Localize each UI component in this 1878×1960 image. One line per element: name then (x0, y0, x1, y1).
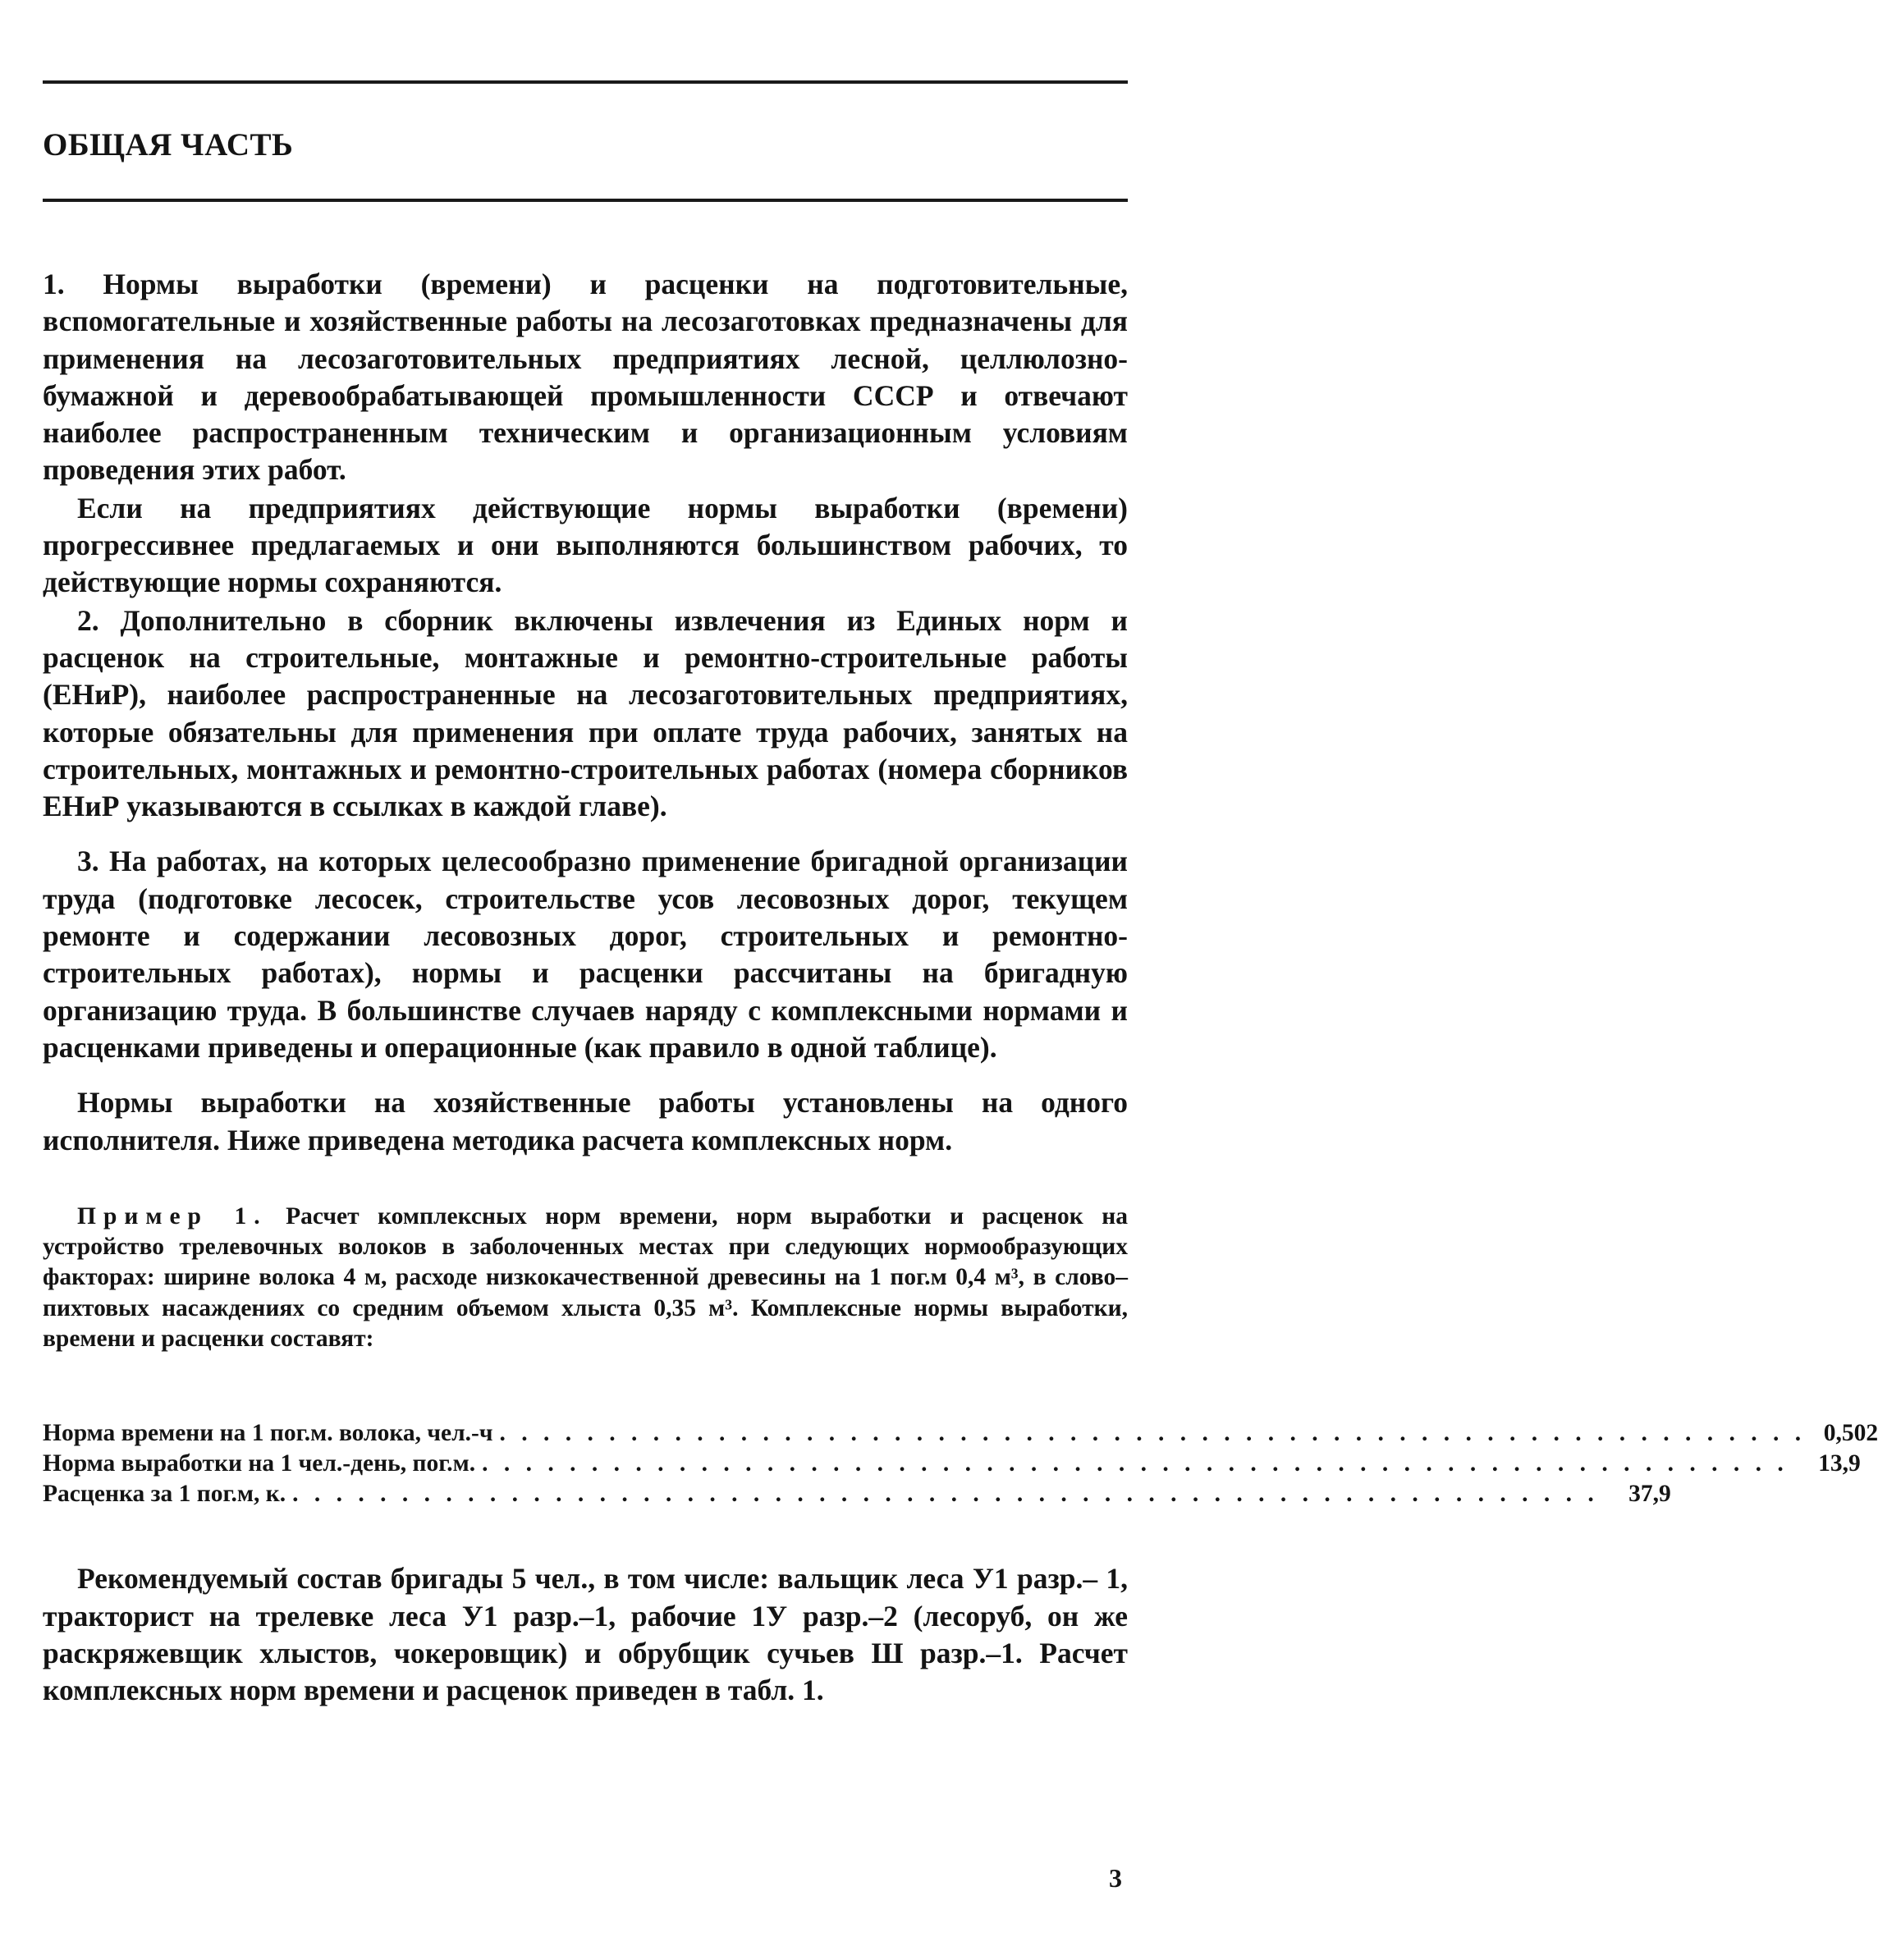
paragraph-2: Если на предприятиях действующие нормы выработки (времени) прогрессивнее предлагаемых и они выполняются большинством рабочих, то действующие нормы сохраняются. (43, 491, 1128, 599)
norms-figures (43, 1418, 1878, 1509)
figure-row-time-norm (43, 1418, 1878, 1449)
top-rule (43, 80, 1128, 84)
figure-row-rate (43, 1479, 1671, 1509)
figure-label: Норма выработки на 1 чел.-день, пог.м. (43, 1450, 476, 1477)
figure-row-output-norm (43, 1449, 1861, 1479)
paragraph-1: 1. Нормы выработки (времени) и расценки на подготовительные, вспомогательные и хозяйственные работы на лесозаготовках предназначены для применения на лесозаготовительных предприятиях лесной, целлюлозно-бумажной и деревообрабатывающей промышленности СССР и отвечают наиболее распространенным техническим и организационным условиям проведения этих работ. (43, 268, 1128, 487)
dot-leader: . . . . . . . . . . . . . . . . . . . . . . . . . . . . . . . . . . . . . . . . . . . . . . . . . . . . . . . . . . . . (499, 1420, 1807, 1447)
example-text: Расчет комплексных норм времени, норм выработки и расценок на устройство трелевочных волоков в заболоченных местах при следующих нормообразующих факторах: ширине волока 4 м, расходе низкокачественной древесины на 1 пог.м 0,4 м³, в слово–пихтовых насаждениях со средним объемом хлыста 0,35 м³. Комплексные нормы выработки, времени и расценки составят: (43, 1202, 1128, 1353)
example-label: Пример 1. (77, 1202, 268, 1230)
dot-leader: . . . . . . . . . . . . . . . . . . . . . . . . . . . . . . . . . . . . . . . . . . . . . . . . . . . . . . . . . . . . (292, 1481, 1599, 1508)
section-heading: ОБЩАЯ ЧАСТЬ (43, 127, 294, 163)
dot-leader: . . . . . . . . . . . . . . . . . . . . . . . . . . . . . . . . . . . . . . . . . . . . . . . . . . . . . . . . . . . . (482, 1450, 1789, 1477)
figure-value: 37,9 (1628, 1481, 1671, 1508)
heading-rule (43, 199, 1128, 202)
figure-value: 13,9 (1818, 1450, 1861, 1477)
figure-value: 0,502 (1823, 1420, 1878, 1447)
figure-label: Норма времени на 1 пог.м. волока, чел.-ч (43, 1420, 493, 1447)
example-block (43, 1202, 1128, 1354)
document-page (43, 0, 1878, 1710)
paragraph-5: Нормы выработки на хозяйственные работы установлены на одного исполнителя. Ниже приведена методика расчета комплексных норм. (43, 1086, 1128, 1156)
page-number: 3 (1109, 1863, 1122, 1893)
general-section-body (43, 266, 1128, 1159)
crew-composition: Рекомендуемый состав бригады 5 чел., в том числе: вальщик леса У1 разр.– 1, тракторист на трелевке леса У1 разр.–1, рабочие 1У разр.–2 (лесоруб, он же раскряжевщик хлыстов, чокеровщик) и обрубщик сучьев Ш разр.–1. Расчет комплексных норм времени и расценок приведен в табл. 1. (43, 1562, 1128, 1707)
figure-label: Расценка за 1 пог.м, к. (43, 1481, 286, 1508)
paragraph-3: 2. Дополнительно в сборник включены извлечения из Единых норм и расценок на строительные, монтажные и ремонтно-строительные работы (ЕНиР), наиболее распространенные на лесозаготовительных предприятиях, которые обязательны для применения при оплате труда рабочих, занятых на строительных, монтажных и ремонтно-строительных работах (номера сборников ЕНиР указываются в ссылках в каждой главе). (43, 603, 1128, 823)
paragraph-4: 3. На работах, на которых целесообразно применение бригадной организации труда (подготовке лесосек, строительстве усов лесовозных дорог, текущем ремонте и содержании лесовозных дорог, строительных и ремонтно-строительных работах), нормы и расценки рассчитаны на бригадную организацию труда. В большинстве случаев наряду с комплексными нормами и расценками приведены и операционные (как правило в одной таблице). (43, 845, 1128, 1064)
